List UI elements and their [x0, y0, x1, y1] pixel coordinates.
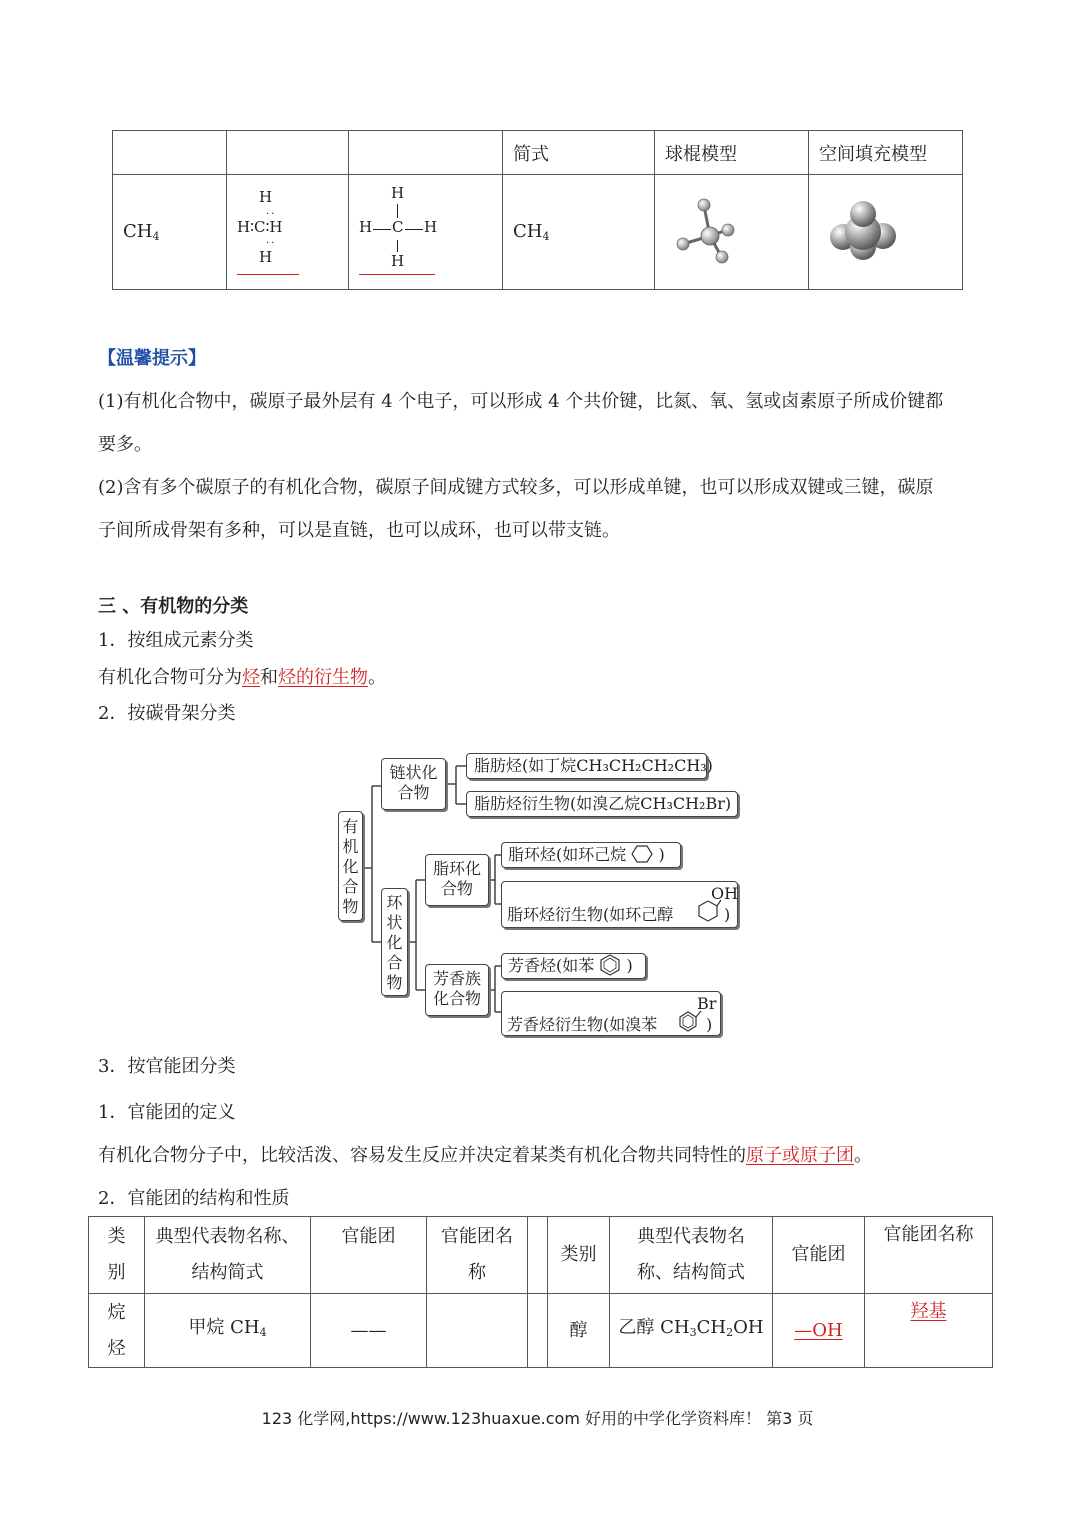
t2-header-example-left: 典型代表物名称、结构简式 — [145, 1217, 311, 1294]
t2-alkane-class: 烷烃 — [89, 1294, 145, 1368]
table1-formula-cell: $CH_4$ — [113, 175, 227, 290]
tip-paragraph-2-line-1: (2)含有多个碳原子的有机化合物，碳原子间成键方式较多，可以形成单键，也可以形成双键或三键，碳原 — [98, 477, 934, 498]
table-divider — [528, 1217, 548, 1294]
t2-hydroxyl-group-name: 羟基 — [865, 1294, 993, 1368]
electron-formula-top: H — [259, 188, 273, 206]
table1-header-simple: 简式 — [503, 131, 655, 175]
subheading-definition: 1．官能团的定义 — [98, 1102, 236, 1123]
aliphatic-hydrocarbon-box: 脂肪烃(如丁烷CH₃CH₂CH₂CH₃) — [466, 753, 707, 779]
table1-header-spacefill: 空间填充模型 — [809, 131, 963, 175]
t2-alcohol-class: 醇 — [548, 1294, 610, 1368]
electron-formula-cell: H ·· H∶C∶H ·· H — [227, 175, 349, 290]
aromatic-compound-box: 芳香族化合物 — [425, 964, 489, 1016]
t2-hydroxyl-group: —OH — [773, 1294, 865, 1368]
subheading-by-skeleton: 2．按碳骨架分类 — [98, 703, 236, 724]
t2-header-group-left: 官能团 — [311, 1217, 427, 1294]
t2-alkane-group-name — [427, 1294, 528, 1368]
tip-paragraph-1-line-1: (1)有机化合物中，碳原子最外层有 4 个电子，可以形成 4 个共价键，比氮、氧、氢或卤素原子所成价键都 — [98, 391, 944, 412]
subheading-by-elements: 1．按组成元素分类 — [98, 630, 254, 651]
simple-formula-cell: $CH_4$ — [503, 175, 655, 290]
bromine-label: Br — [697, 994, 717, 1013]
bromobenzene-icon — [674, 1006, 704, 1036]
t2-header-group-right: 官能团 — [773, 1217, 865, 1294]
electron-formula-mid: H∶C∶H — [237, 218, 283, 236]
table1-header-ballstick: 球棍模型 — [655, 131, 809, 175]
cyclohexanol-icon — [692, 896, 722, 926]
alicyclic-derivative-box: OH 脂环烃衍生物(如环己醇 ) — [501, 881, 738, 928]
table-divider — [528, 1294, 548, 1368]
section-title: 三 、有机物的分类 — [98, 596, 249, 617]
hydroxyl-label: OH — [711, 884, 739, 903]
answer-atom-or-group: 原子或原子团 — [746, 1145, 854, 1166]
aliphatic-derivative-box: 脂肪烃衍生物(如溴乙烷CH₃CH₂Br) — [466, 791, 738, 817]
aromatic-derivative-box: Br 芳香烃衍生物(如溴苯 ) — [501, 991, 721, 1036]
answer-hydrocarbon-derivative: 烃的衍生物 — [278, 667, 368, 688]
tip-paragraph-2-line-2: 子间所成骨架有多种，可以是直链，也可以成环，也可以带支链。 — [98, 520, 620, 541]
definition-line: 有机化合物分子中，比较活泼、容易发生反应并决定着某类有机化合物共同特性的原子或原子团。 — [98, 1145, 872, 1166]
t2-alkane-group: —— — [311, 1294, 427, 1368]
root-organic-compound-box: 有机化合物 — [338, 811, 363, 921]
structural-right-h: H — [424, 218, 438, 236]
subheading-by-functional-group: 3．按官能团分类 — [98, 1056, 236, 1077]
t2-ethanol-example: 乙醇 $CH_3CH_2OH$ — [610, 1294, 773, 1368]
structural-bottom-h: H — [391, 252, 405, 270]
tip-title: 【温馨提示】 — [98, 348, 206, 369]
tip-paragraph-1-line-2: 要多。 — [98, 434, 152, 455]
alicyclic-hydrocarbon-box: 脂环烃(如环己烷 ) — [501, 842, 681, 868]
chain-compound-box: 链状化合物 — [381, 758, 446, 810]
functional-group-table — [88, 1216, 993, 1368]
classification-by-elements-line: 有机化合物可分为烃和烃的衍生物。 — [98, 667, 386, 688]
t2-header-class-left: 类别 — [89, 1217, 145, 1294]
t2-header-group-name-left: 官能团名称 — [427, 1217, 528, 1294]
structural-left-h: H — [359, 218, 373, 236]
t2-methane-example: 甲烷 $CH_4$ — [145, 1294, 311, 1368]
subheading-structure-properties: 2．官能团的结构和性质 — [98, 1188, 290, 1209]
cyclohexane-icon — [631, 844, 653, 864]
ring-compound-box: 环状化合物 — [381, 888, 408, 996]
aromatic-hydrocarbon-box: 芳香烃(如苯 ) — [501, 953, 646, 979]
t2-header-class-right: 类别 — [548, 1217, 610, 1294]
answer-hydrocarbon: 烃 — [242, 667, 260, 688]
benzene-icon — [599, 954, 621, 976]
page-footer: 123 化学网,https://www.123huaxue.com 好用的中学化学资料库！ 第3 页 — [261, 1409, 814, 1428]
alicyclic-compound-box: 脂环化合物 — [425, 854, 489, 906]
structural-top-h: H — [391, 184, 405, 202]
t2-header-example-right: 典型代表物名称、结构简式 — [610, 1217, 773, 1294]
structural-carbon: C — [392, 218, 404, 236]
electron-formula-bottom: H — [259, 248, 273, 266]
t2-header-group-name-right: 官能团名称 — [865, 1217, 993, 1294]
